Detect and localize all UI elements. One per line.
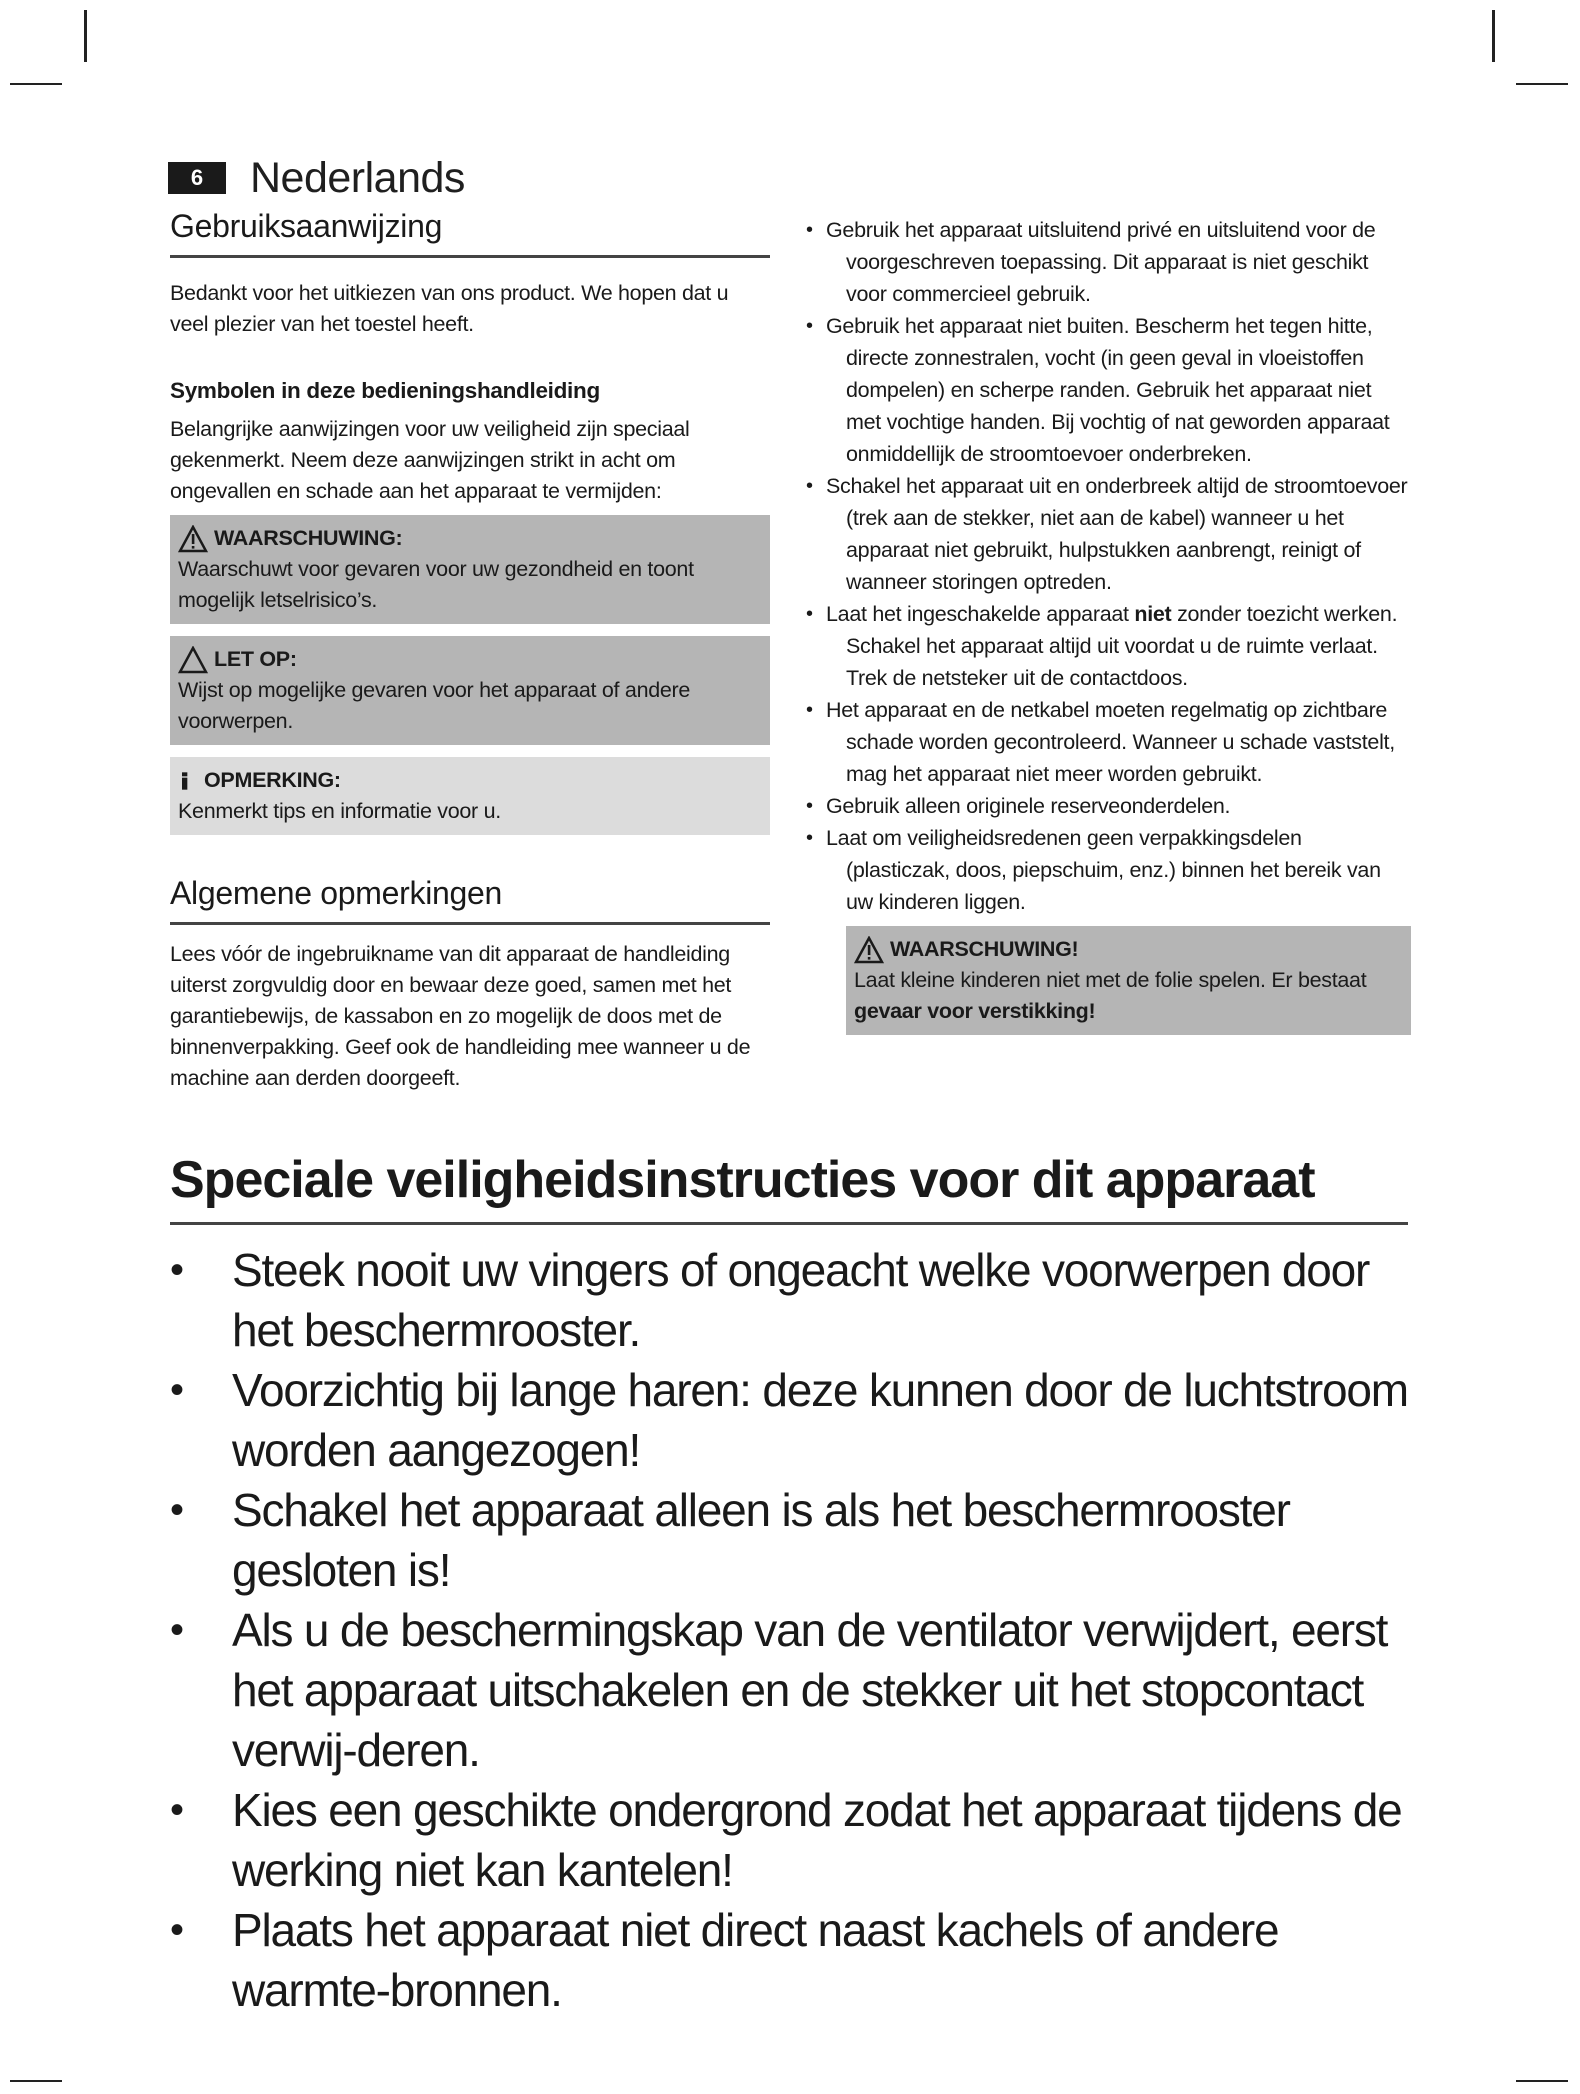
unattended-text-bold: niet <box>1134 602 1172 626</box>
crop-mark <box>1516 83 1568 85</box>
section-title-general: Algemene opmerkingen <box>170 875 770 925</box>
general-safety-list <box>806 214 1411 918</box>
warning2-bold-text: gevaar voor verstikking! <box>854 999 1096 1023</box>
crop-mark <box>84 10 87 62</box>
safety-list <box>170 1240 1420 2020</box>
caution-title: LET OP: <box>214 647 297 671</box>
list-item: • Gebruik het apparaat niet buiten. Bescherm het tegen hitte, directe zonnestralen, vocht (in geen geval in vloeistoffen dompelen) en scherpe randen. Gebruik het apparaat niet met vochtige handen. Bij vochtig of nat geworden apparaat onmiddellijk de stroomtoevoer onderbreken. <box>806 310 1411 470</box>
list-item: • Gebruik alleen originele reserveonderdelen. <box>806 790 1411 822</box>
symbols-text: Belangrijke aanwijzingen voor uw veiligheid zijn speciaal gekenmerkt. Neem deze aanwijzingen strikt in acht om ongevallen en schade aan het apparaat te vermijden: <box>170 417 690 503</box>
right-column <box>806 214 1411 1035</box>
list-item: • Laat om veiligheidsredenen geen verpakkingsdelen (plasticzak, doos, piepschuim, enz.) binnen het bereik van uw kinderen liggen. <box>806 822 1411 918</box>
section-title-instructions: Gebruiksaanwijzing <box>170 208 770 258</box>
list-item: • Het apparaat en de netkabel moeten regelmatig op zichtbare schade worden gecontroleerd. Wanneer u schade vaststelt, mag het apparaat niet meer worden gebruikt. <box>806 694 1411 790</box>
list-item: • Schakel het apparaat uit en onderbreek altijd de stroomtoevoer (trek aan de stekker, niet aan de kabel) wanneer u het apparaat niet gebruikt, hulpstukken aanbrengt, reinigt of wanneer storingen optreden. <box>806 470 1411 598</box>
caution-triangle-icon <box>178 646 208 674</box>
note-title: OPMERKING: <box>204 768 341 792</box>
warning-title: WAARSCHUWING: <box>214 526 403 550</box>
info-icon <box>178 767 198 795</box>
list-item: • Plaats het apparaat niet direct naast kachels of andere warmte-bronnen. <box>170 1900 1420 2020</box>
unattended-text-pre: Laat het ingeschakelde apparaat <box>826 602 1135 626</box>
list-item: • Voorzichtig bij lange haren: deze kunnen door de luchtstroom worden aangezogen! <box>170 1360 1420 1480</box>
warning-box <box>170 515 770 624</box>
warning2-title: WAARSCHUWING! <box>890 937 1079 961</box>
general-text: Lees vóór de ingebruikname van dit apparaat de handleiding uiterst zorgvuldig door en bewaar deze goed, samen met het garantiebewijs, de kassabon en zo mogelijk de doos met de binnenverpakking. Geef ook de handleiding mee wanneer u de machine aan derden doorgeeft. <box>170 942 751 1090</box>
crop-mark <box>10 83 62 85</box>
left-column <box>170 208 770 1094</box>
list-item: • Steek nooit uw vingers of ongeacht welke voorwerpen door het beschermrooster. <box>170 1240 1420 1360</box>
caution-box <box>170 636 770 745</box>
warning-triangle-icon <box>178 525 208 553</box>
list-item: • Schakel het apparaat alleen is als het beschermrooster gesloten is! <box>170 1480 1420 1600</box>
crop-mark <box>10 2080 62 2082</box>
note-box <box>170 757 770 835</box>
warning-triangle-icon <box>854 936 884 964</box>
intro-text: Bedankt voor het uitkiezen van ons product. We hopen dat u veel plezier van het toestel heeft. <box>170 281 729 336</box>
language-title: Nederlands <box>250 153 465 202</box>
crop-mark <box>1516 2080 1568 2082</box>
safety-title: Speciale veiligheidsinstructies voor dit apparaat <box>170 1150 1408 1225</box>
note-text: Kenmerkt tips en informatie voor u. <box>178 799 501 823</box>
warning-text: Waarschuwt voor gevaren voor uw gezondheid en toont mogelijk letselrisico’s. <box>178 557 694 612</box>
list-item: • Kies een geschikte ondergrond zodat het apparaat tijdens de werking niet kan kantelen! <box>170 1780 1420 1900</box>
warning2-text: Laat kleine kinderen niet met de folie spelen. Er bestaat <box>854 968 1367 992</box>
list-item: • Als u de beschermingskap van de ventilator verwijdert, eerst het apparaat uitschakelen en de stekker uit het stopcontact verwij-deren. <box>170 1600 1420 1780</box>
page-number: 6 <box>168 162 226 194</box>
suffocation-warning-box <box>846 926 1411 1035</box>
caution-text: Wijst op mogelijke gevaren voor het apparaat of andere voorwerpen. <box>178 678 691 733</box>
list-item: • Gebruik het apparaat uitsluitend privé en uitsluitend voor de voorgeschreven toepassing. Dit apparaat is niet geschikt voor commercieel gebruik. <box>806 214 1411 310</box>
unattended-text-post: zonder toezicht werken. Schakel het apparaat altijd uit voordat u de ruimte verlaat. Trek de netsteker uit de contactdoos. <box>846 602 1398 690</box>
page-header <box>168 150 465 206</box>
crop-mark <box>1492 10 1495 62</box>
list-item <box>806 598 1411 694</box>
symbols-title: Symbolen in deze bedieningshandleiding <box>170 378 600 403</box>
